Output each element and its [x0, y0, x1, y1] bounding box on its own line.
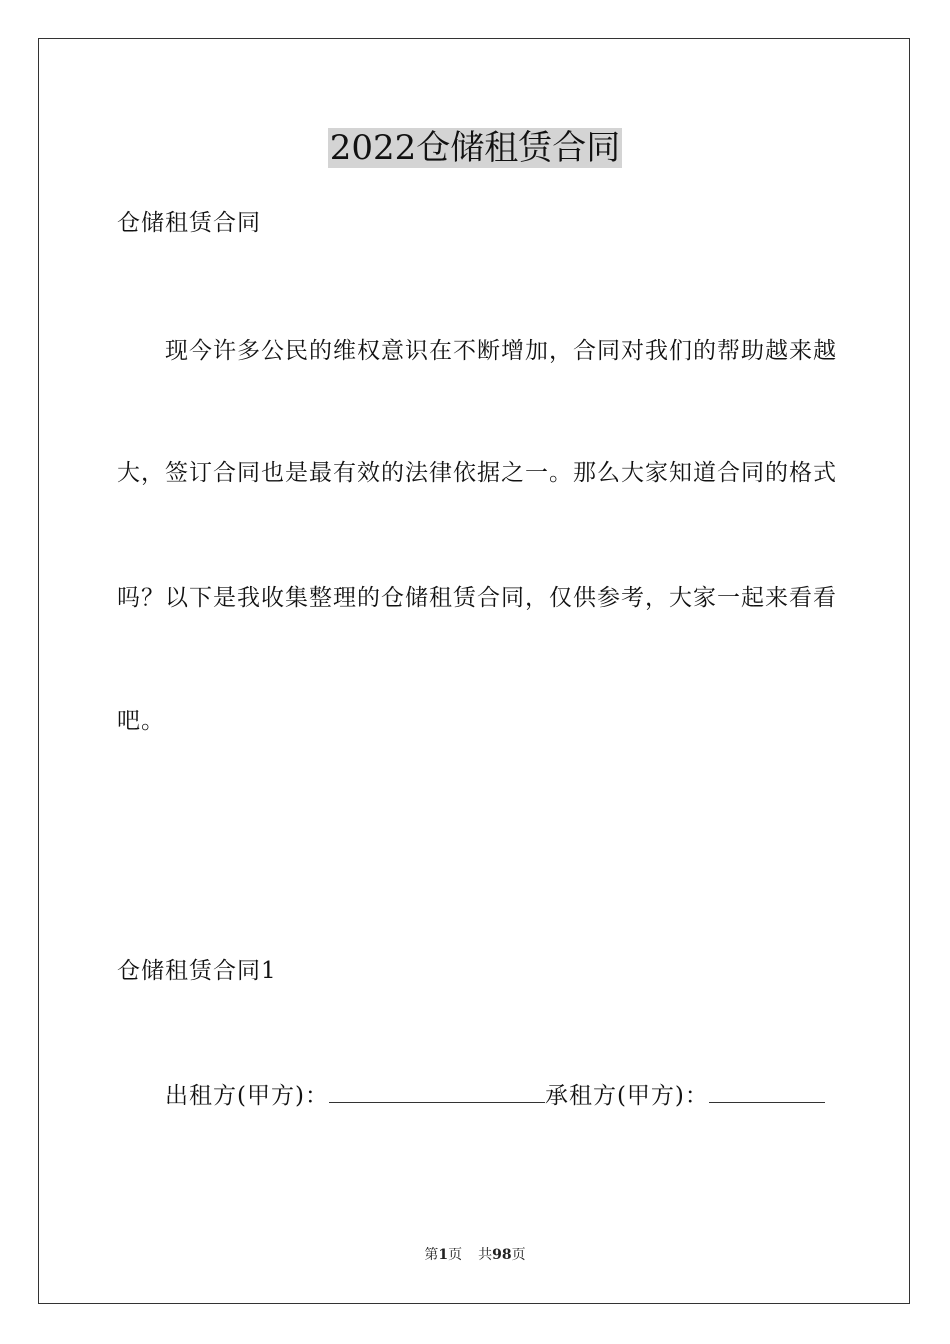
lessor-blank	[329, 1080, 545, 1103]
intro-line-3: 吗？以下是我收集整理的仓储租赁合同，仅供参考，大家一起来看看	[117, 585, 837, 611]
lessee-blank	[709, 1080, 825, 1103]
document-title	[0, 126, 950, 170]
footer-total-pages: 98	[492, 1247, 512, 1263]
footer-page-prefix: 第	[424, 1247, 439, 1263]
footer-total-suffix: 页	[511, 1247, 526, 1263]
party-line	[165, 1080, 837, 1111]
lessor-label: 出租方(甲方)：	[165, 1083, 329, 1109]
document-subtitle: 仓储租赁合同	[117, 210, 261, 236]
intro-line-4: 吧。	[117, 708, 165, 734]
intro-line-1: 现今许多公民的维权意识在不断增加，合同对我们的帮助越来越	[165, 338, 837, 364]
lessee-label: 承租方(甲方)：	[544, 1083, 709, 1109]
section-heading: 仓储租赁合同1	[117, 958, 277, 984]
document-title-text: 2022仓储租赁合同	[329, 128, 621, 168]
footer-page-suffix: 页	[448, 1247, 463, 1263]
footer-page-number: 1	[438, 1247, 449, 1263]
intro-line-2: 大，签订合同也是最有效的法律依据之一。那么大家知道合同的格式	[117, 460, 837, 486]
footer-total-prefix: 共	[478, 1247, 493, 1263]
page-footer	[0, 1246, 950, 1264]
